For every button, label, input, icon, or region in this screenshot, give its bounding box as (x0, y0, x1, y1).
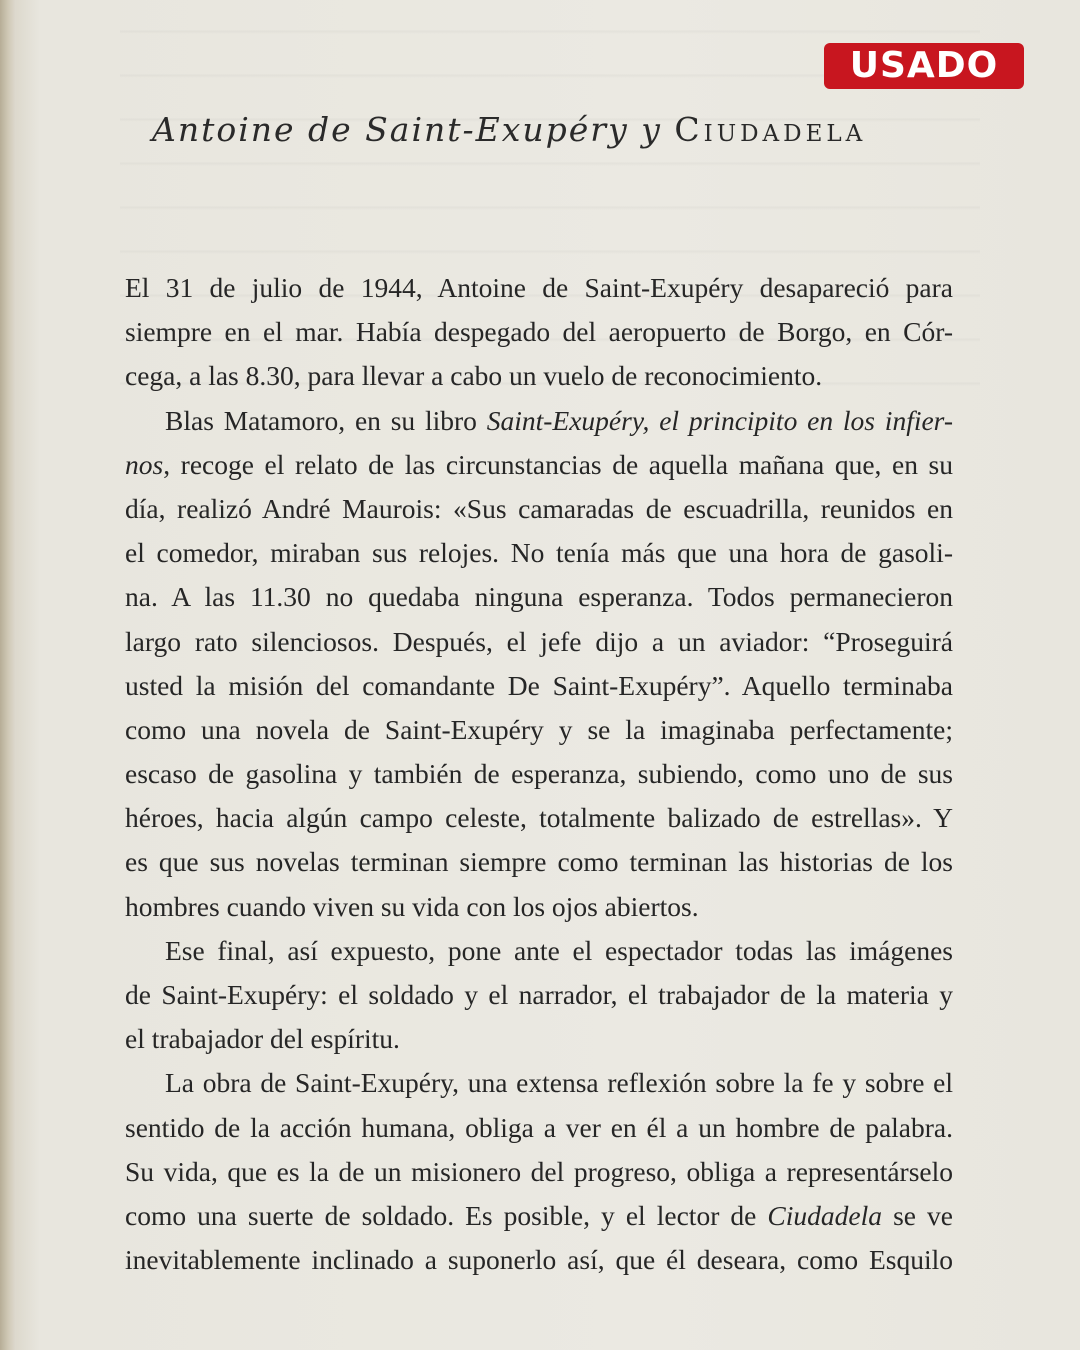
chapter-heading (152, 110, 952, 149)
text-line: como una suerte de soldado. Es posible, y el lector de Ciudadela se ve (125, 1199, 953, 1231)
text-line: La obra de Saint-Exupéry, una extensa reflexión sobre la fe y sobre el (165, 1067, 953, 1099)
text-line: largo rato silenciosos. Después, el jefe dijo a un aviador: “Proseguirá (125, 625, 953, 657)
book-reference: Saint-Exupéry, el principito en los infier- (486, 404, 953, 436)
text-line: El 31 de julio de 1944, Antoine de Saint-Exupéry desapareció para (125, 272, 953, 303)
text-line: escaso de gasolina y también de esperanza, subiendo, como uno de sus (125, 758, 953, 790)
heading-book-title: Ciudadela (674, 110, 867, 149)
text-line: usted la misión del comandante De Saint-Exupéry”. Aquello terminaba (125, 669, 953, 701)
text-line: na. A las 11.30 no quedaba ninguna esperanza. Todos permanecieron (125, 581, 953, 613)
heading-author: Antoine de Saint-Exupéry (152, 110, 629, 149)
book-spine-shadow (0, 0, 16, 1350)
heading-conjunction: y (641, 110, 662, 149)
text-line: día, realizó André Maurois: «Sus camaradas de escuadrilla, reunidos en (125, 492, 953, 524)
body-text (125, 266, 953, 1282)
book-reference: Ciudadela (767, 1199, 883, 1231)
text-line: nos, recoge el relato de las circunstancias de aquella mañana que, en su (125, 448, 953, 480)
text-line: hombres cuando viven su vida con los ojos abiertos. (125, 890, 699, 922)
book-reference: nos (125, 448, 164, 480)
text-line: el comedor, miraban sus relojes. No tenía más que una hora de gasoli- (125, 537, 953, 569)
text-line: como una novela de Saint-Exupéry y se la imaginaba perfectamente; (125, 713, 953, 745)
text-line: es que sus novelas terminan siempre como terminan las historias de los (125, 846, 953, 878)
text-line: siempre en el mar. Había despegado del aeropuerto de Borgo, en Cór- (125, 316, 953, 348)
text-line: el trabajador del espíritu. (125, 1023, 400, 1055)
text-line: de Saint-Exupéry: el soldado y el narrador, el trabajador de la materia y (125, 979, 953, 1010)
text-line: cega, a las 8.30, para llevar a cabo un vuelo de reconocimiento. (125, 360, 823, 392)
text-line: inevitablemente inclinado a suponerlo así, que él deseara, como Esquilo (125, 1244, 953, 1276)
text-line: sentido de la acción humana, obliga a ver en él a un hombre de palabra. (125, 1111, 953, 1143)
text-line: Su vida, que es la de un misionero del progreso, obliga a representárselo (125, 1155, 953, 1187)
text-line: Ese final, así expuesto, pone ante el espectador todas las imágenes (165, 934, 953, 966)
used-badge: USADO (824, 43, 1024, 89)
text-line: Blas Matamoro, en su libro Saint-Exupéry, el principito en los infier- (165, 404, 953, 436)
text-line: héroes, hacia algún campo celeste, totalmente balizado de estrellas». Y (125, 802, 953, 834)
